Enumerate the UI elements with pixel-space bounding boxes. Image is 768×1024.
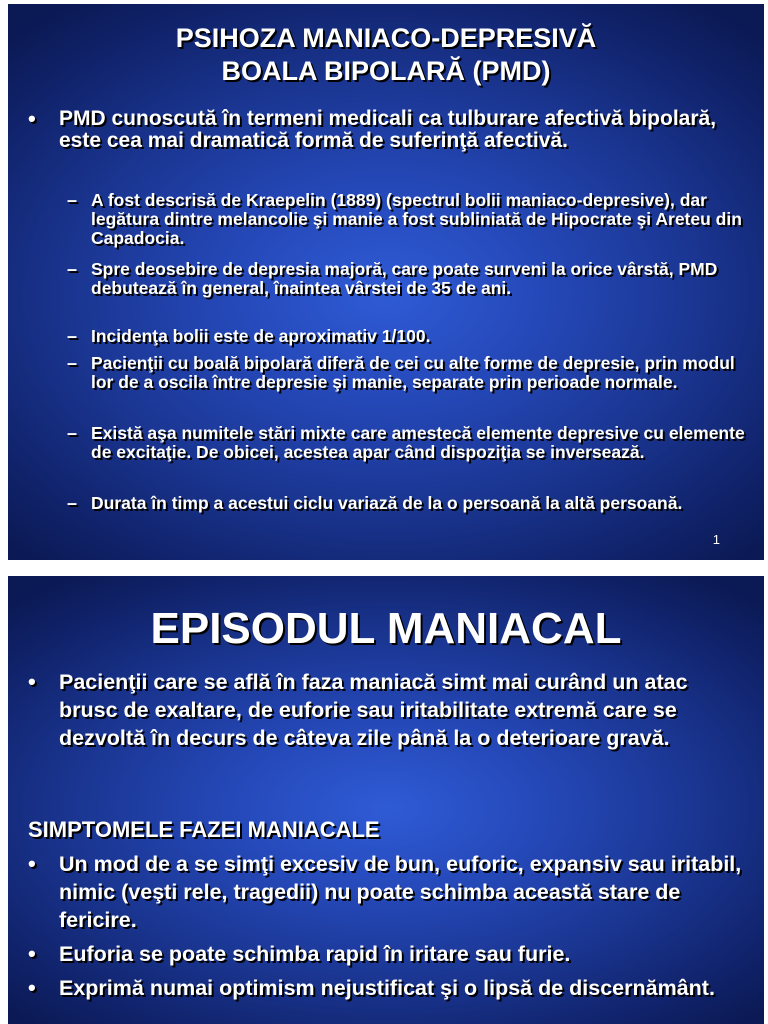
sub-item-text: Spre deosebire de depresia majoră, care poate surveni la orice vârstă, PMD debutează în general, înaintea vârstei de 35 de ani. xyxy=(91,259,718,298)
sub-item-text: Există aşa numitele stări mixte care amestecă elemente depresive cu elemente de excitaţie. De obicei, acestea apar când dispoziţia se inversează. xyxy=(91,423,745,462)
bullet-marker: • xyxy=(28,106,36,131)
bullet-text: Euforia se poate schimba rapid în iritare sau furie. xyxy=(59,942,571,966)
dash-marker: – xyxy=(67,259,78,279)
sub-item-text: A fost descrisă de Kraepelin (1889) (spectrul bolii maniaco-depresive), dar legătura dintre melancolie şi manie a fost subliniată de Hipocrate şi Areteu din Capadocia. xyxy=(91,190,742,248)
dash-marker: – xyxy=(67,190,78,210)
dash-marker: – xyxy=(67,493,78,513)
slide-1 xyxy=(8,4,764,560)
slide-1-title-line-1: PSIHOZA MANIACO-DEPRESIVĂ xyxy=(175,23,597,53)
page-number: 1 xyxy=(712,532,720,547)
dash-marker: – xyxy=(67,423,78,443)
sub-item-text: Durata în timp a acestui ciclu variază de la o persoană la altă persoană. xyxy=(91,493,683,513)
bullet-marker: • xyxy=(28,975,36,1000)
dash-marker: – xyxy=(67,353,78,373)
bullet-text: Un mod de a se simţi excesiv de bun, euforic, expansiv sau iritabil, nimic (veşti rele, tragedii) nu poate schimba această stare de fericire. xyxy=(59,852,742,932)
slide-2-title: EPISODUL MANIACAL xyxy=(150,604,622,653)
slide-2 xyxy=(8,576,764,1024)
bullet-text: Pacienţii care se află în faza maniacă simt mai curând un atac brusc de exaltare, de euforie sau iritabilitate extremă care se dezvoltă în decurs de câteva zile până la o deterioare gravă. xyxy=(59,670,688,750)
bullet-text: Exprimă numai optimism nejustificat şi o lipsă de discernământ. xyxy=(59,976,715,1000)
bullet-text: PMD cunoscută în termeni medicali ca tulburare afectivă bipolară, este cea mai dramatică formă de suferinţă afectivă. xyxy=(59,107,717,152)
dash-marker: – xyxy=(67,326,78,346)
sub-item-text: Incidenţa bolii este de aproximativ 1/100. xyxy=(91,326,431,346)
sub-item-text: Pacienţii cu boală bipolară diferă de cei cu alte forme de depresie, prin modul lor de a oscila între depresie şi manie, separate prin perioade normale. xyxy=(91,353,735,392)
bullet-marker: • xyxy=(28,669,36,694)
slide-1-title xyxy=(8,22,764,88)
symptoms-heading: SIMPTOMELE FAZEI MANIACALE xyxy=(28,817,380,842)
bullet-marker: • xyxy=(28,941,36,966)
bullet-marker: • xyxy=(28,851,36,876)
slide-1-title-line-2: BOALA BIPOLARĂ (PMD) xyxy=(221,56,551,86)
